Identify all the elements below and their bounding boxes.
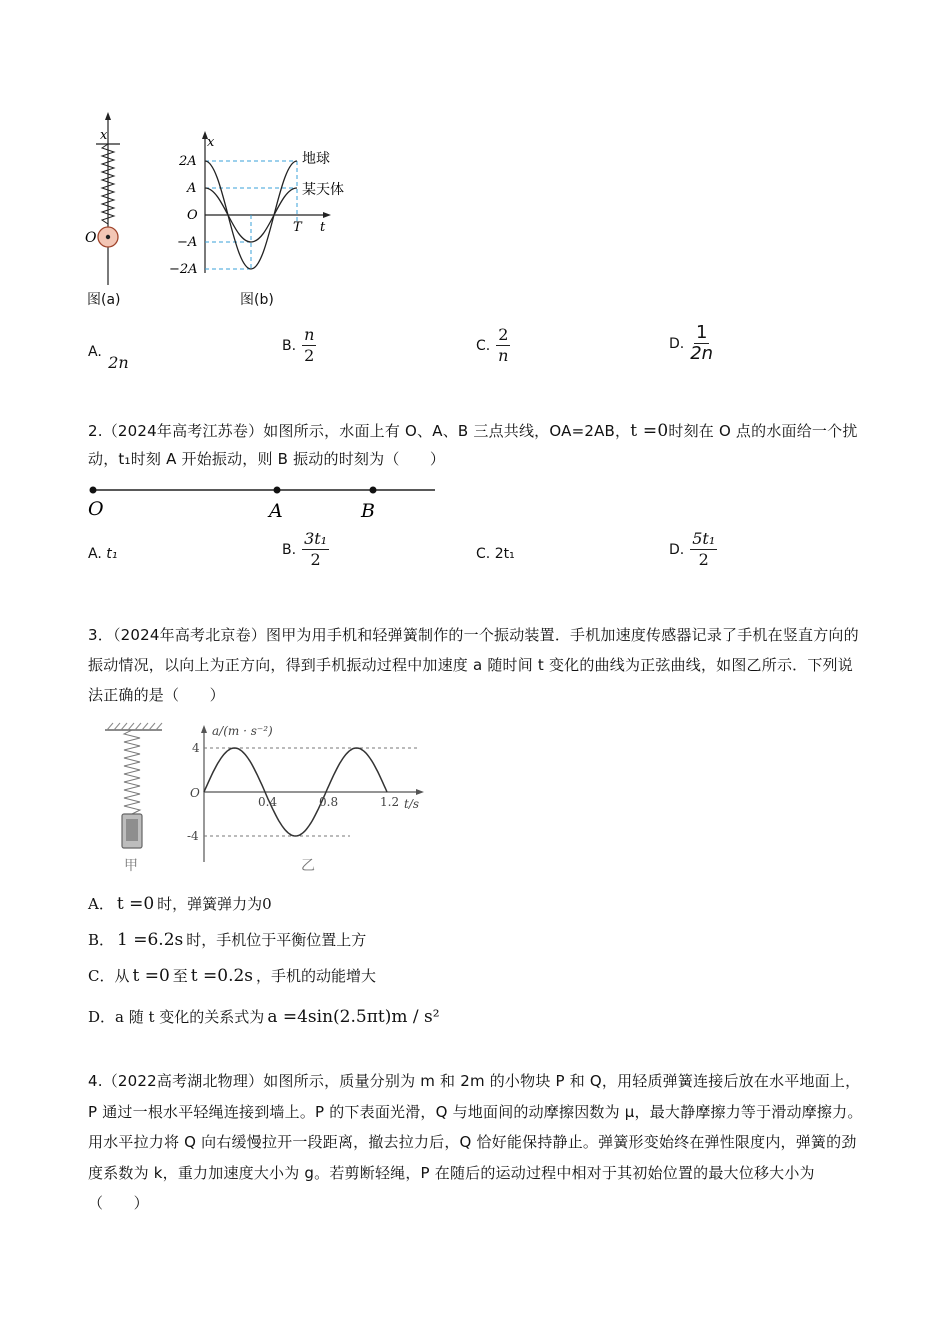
fig-b-label-body: 某天体 (302, 182, 344, 198)
q3-chart-ytick-4: 4 (192, 741, 200, 755)
q2-option-a[interactable] (88, 546, 117, 562)
q1-option-c-label: C. (476, 337, 491, 354)
fig-b-tick-neg-2a: −2A (169, 262, 198, 277)
q3-caption-yi: 乙 (301, 858, 315, 874)
q1-option-a[interactable] (88, 341, 129, 372)
q3-option-a-label: A． (88, 895, 114, 913)
q3-chart-xtick-08: 0.8 (319, 795, 339, 809)
q1-option-a-value: 2n (108, 353, 129, 372)
q3-chart-origin: O (190, 786, 200, 800)
q2-eq: t =0 (630, 421, 669, 441)
q3-option-d-eq: a =4sin(2.5πt)m / s² (267, 1007, 440, 1027)
q3-option-b[interactable] (88, 926, 366, 954)
q3-option-d[interactable] (88, 1003, 440, 1031)
q3-option-b-text: 时，手机位于平衡位置上方 (186, 931, 367, 949)
fig-b-tick-2a: 2A (179, 154, 197, 169)
fig-a-origin: O (85, 230, 97, 246)
fig-b-axis-t: t (320, 220, 326, 235)
fig-a-caption: 图(a) (87, 292, 121, 308)
q3-stem: 3．（2024年高考北京卷）图甲为用手机和轻弹簧制作的一个振动装置．手机加速度传感器记录了手机在竖直方向的振动情况，以向上为正方向，得到手机振动过程中加速度 a 随时间 t 变化的曲线为正弦曲线，如图乙所示．下列说法正确的是（ ） (88, 626, 859, 704)
q2-option-d[interactable] (669, 530, 717, 569)
q2-point-a: A (269, 500, 283, 522)
q2-text-part1: 2.（2024年高考江苏卷）如图所示，水面上有 O、A、B 三点共线，OA=2AB， (88, 422, 631, 440)
q2-option-d-num: 5t₁ (692, 529, 716, 548)
q2-option-d-label: D. (669, 541, 685, 558)
q3-option-c[interactable] (88, 962, 376, 990)
q2-option-a-value: t₁ (106, 546, 118, 562)
q2-text-part2: 时刻在 O 点的水面给一个扰动，t₁时刻 A 开始振动，则 B 振动的时刻为（ ） (88, 422, 858, 468)
q3-chart-xtick-12: 1.2 (380, 795, 400, 809)
q2-option-b-label: B. (282, 541, 297, 558)
q1-option-c-den: n (498, 346, 509, 365)
q2-figure (85, 480, 440, 522)
q3-option-b-eq: 1 =6.2s (117, 930, 184, 950)
q2-stem (88, 417, 863, 473)
q3-chart-ytick-neg4: -4 (187, 829, 199, 843)
q2-option-d-den: 2 (698, 550, 709, 569)
q3-option-a-text: 时，弹簧弹力为0 (157, 895, 272, 913)
q3-figure-jia (100, 722, 170, 874)
q3-option-a-eq: t =0 (116, 894, 155, 914)
fig-b-tick-t-period: T (293, 220, 302, 235)
q1-option-c-num: 2 (498, 325, 509, 344)
q1-option-b-den: 2 (304, 346, 315, 365)
q3-chart-ylabel: a/(m · s⁻²) (212, 724, 273, 738)
q3-chart-xlabel: t/s (404, 797, 420, 811)
q2-point-o: O (88, 498, 104, 520)
fig-b-tick-a: A (187, 181, 197, 196)
q1-option-c[interactable] (476, 326, 510, 365)
q1-option-d[interactable] (669, 324, 713, 363)
fig-b-label-earth: 地球 (302, 151, 330, 167)
figure-b (165, 128, 370, 288)
q1-option-a-label: A. (88, 344, 102, 360)
q4-stem: 4.（2022高考湖北物理）如图所示，质量分别为 m 和 2m 的小物块 P 和 Q，用轻质弹簧连接后放在水平地面上，P 通过一根水平轻绳连接到墙上。P 的下表面光滑，Q 与地面间的动摩擦因数为 μ，最大静摩擦力等于滑动摩擦力。用水平拉力将 Q 向右缓慢拉开一段距离，撤去拉力后，Q 恰好能保持静止。弹簧形变始终在弹性限度内，弹簧的劲度系数为 k，重力加速度大小为 g。若剪断轻绳，P 在随后的运动过程中相对于其初始位置的最大位移大小为（ ） (88, 1072, 863, 1212)
q2-option-b[interactable] (282, 530, 329, 569)
q3-option-c-eq2: t =0.2s (190, 966, 254, 986)
q2-option-c-value: 2t₁ (494, 546, 515, 562)
q1-option-d-num: 1 (695, 322, 708, 343)
q2-point-b: B (361, 500, 375, 522)
q2-option-b-den: 2 (310, 550, 321, 569)
q1-option-b[interactable] (282, 326, 316, 365)
q3-option-b-label: B． (88, 931, 115, 949)
q3-option-c-text: ，手机的动能增大 (256, 967, 377, 985)
q3-option-c-mid: 至 (172, 967, 188, 985)
q2-option-b-num: 3t₁ (304, 529, 328, 548)
q1-option-d-den: 2n (690, 343, 714, 364)
q3-chart-xtick-04: 0.4 (258, 795, 278, 809)
q2-option-c-label: C. (476, 546, 491, 562)
q3-option-a[interactable] (88, 890, 272, 918)
q2-option-c[interactable] (476, 546, 515, 562)
q3-option-c-label: C．从 (88, 967, 130, 985)
q3-option-c-eq1: t =0 (132, 966, 170, 986)
q1-option-b-num: n (304, 325, 315, 344)
fig-a-axis-x: x (100, 128, 108, 143)
q3-caption-jia: 甲 (124, 858, 138, 874)
q3-chart (180, 722, 442, 874)
q3-option-d-label: D．a 随 t 变化的关系式为 (88, 1008, 265, 1026)
q2-option-a-label: A. (88, 546, 102, 562)
fig-b-axis-x: x (207, 135, 215, 150)
q1-option-d-label: D. (669, 335, 685, 352)
q1-option-b-label: B. (282, 337, 297, 354)
fig-b-tick-neg-a: −A (177, 235, 198, 250)
fig-b-tick-o: O (187, 208, 198, 223)
fig-b-caption: 图(b) (240, 292, 274, 308)
